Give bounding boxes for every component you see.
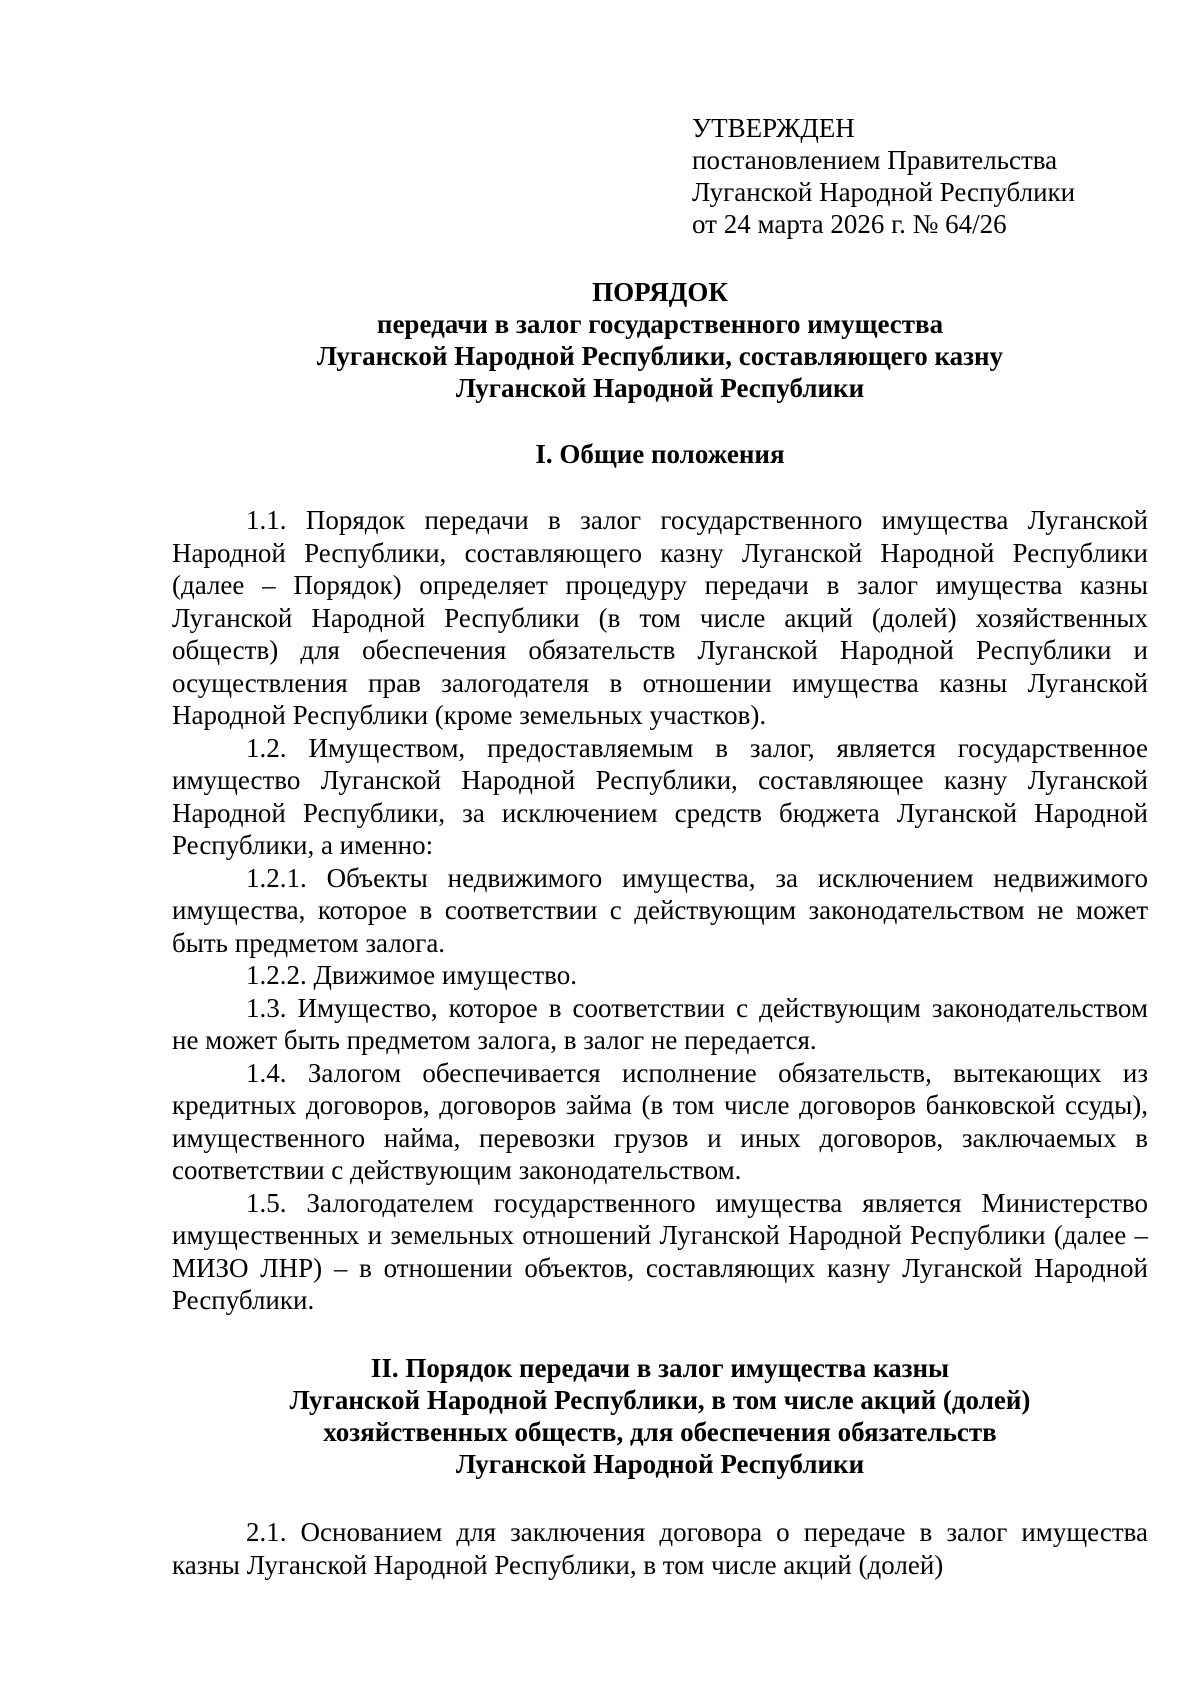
document-title <box>172 276 1148 404</box>
section-2-heading-line-1: II. Порядок передачи в залог имущества казны <box>370 1353 950 1383</box>
section-2-heading-line-3: хозяйственных обществ, для обеспечения обязательств <box>323 1417 997 1447</box>
paragraph-1-2-2: 1.2.2. Движимое имущество. <box>246 960 577 990</box>
paragraph-1-5: 1.5. Залогодателем государственного имущества является Министерство имущественных и земельных отношений Луганской Народной Республики (далее – МИЗО ЛНР) – в отношении объектов, составляющих казну Луганской Народной Республики. <box>172 1187 1148 1315</box>
approval-line-resolution: постановлением Правительства <box>692 145 1058 175</box>
section-2-body <box>172 1516 1148 1581</box>
approval-line-date: от 24 марта 2026 г. № 64/26 <box>692 209 1007 239</box>
approval-stamp <box>692 112 1075 240</box>
approval-line-republic: Луганской Народной Республики <box>692 177 1076 207</box>
section-1-heading-text: I. Общие положения <box>535 439 785 469</box>
section-1-heading <box>172 438 1148 470</box>
paragraph-1-2: 1.2. Имуществом, предоставляемым в залог, является государственное имущество Луганской Народной Республики, составляющее казну Луганской Народной Республики, за исключением средств бюджета Луганской Народной Республики, а именно: <box>172 732 1148 860</box>
paragraph-1-1: 1.1. Порядок передачи в залог государственного имущества Луганской Народной Республики, составляющего казну Луганской Народной Республики (далее – Порядок) определяет процедуру передачи в залог имущества казны Луганской Народной Республики (в том числе акций (долей) хозяйственных обществ) для обеспечения обязательств Луганской Народной Республики и осуществления прав залогодателя в отношении имущества казны Луганской Народной Республики (кроме земельных участков). <box>172 505 1148 730</box>
title-line-4: Луганской Народной Республики <box>455 373 865 403</box>
title-line-2: передачи в залог государственного имущества <box>376 309 944 339</box>
approval-line-approved: УТВЕРЖДЕН <box>692 113 855 143</box>
title-line-3: Луганской Народной Республики, составляющего казну <box>316 341 1004 371</box>
section-2-heading-line-2: Луганской Народной Республики, в том числе акций (долей) <box>289 1385 1031 1415</box>
paragraph-1-4: 1.4. Залогом обеспечивается исполнение обязательств, вытекающих из кредитных договоров, договоров займа (в том числе договоров банковской ссуды), имущественного найма, перевозки грузов и иных договоров, заключаемых в соответствии с действующим законодательством. <box>172 1057 1148 1185</box>
section-2-heading-line-4: Луганской Народной Республики <box>455 1449 865 1479</box>
section-1-body <box>172 504 1148 1317</box>
section-2-heading <box>172 1352 1148 1480</box>
paragraph-2-1: 2.1. Основанием для заключения договора о передаче в залог имущества казны Луганской Народной Республики, в том числе акций (долей) <box>172 1517 1148 1580</box>
title-line-1: ПОРЯДОК <box>592 277 728 307</box>
paragraph-1-3: 1.3. Имущество, которое в соответствии с действующим законодательством не может быть предметом залога, в залог не передается. <box>172 992 1148 1055</box>
paragraph-1-2-1: 1.2.1. Объекты недвижимого имущества, за исключением недвижимого имущества, которое в соответствии с действующим законодательством не может быть предметом залога. <box>172 862 1148 958</box>
